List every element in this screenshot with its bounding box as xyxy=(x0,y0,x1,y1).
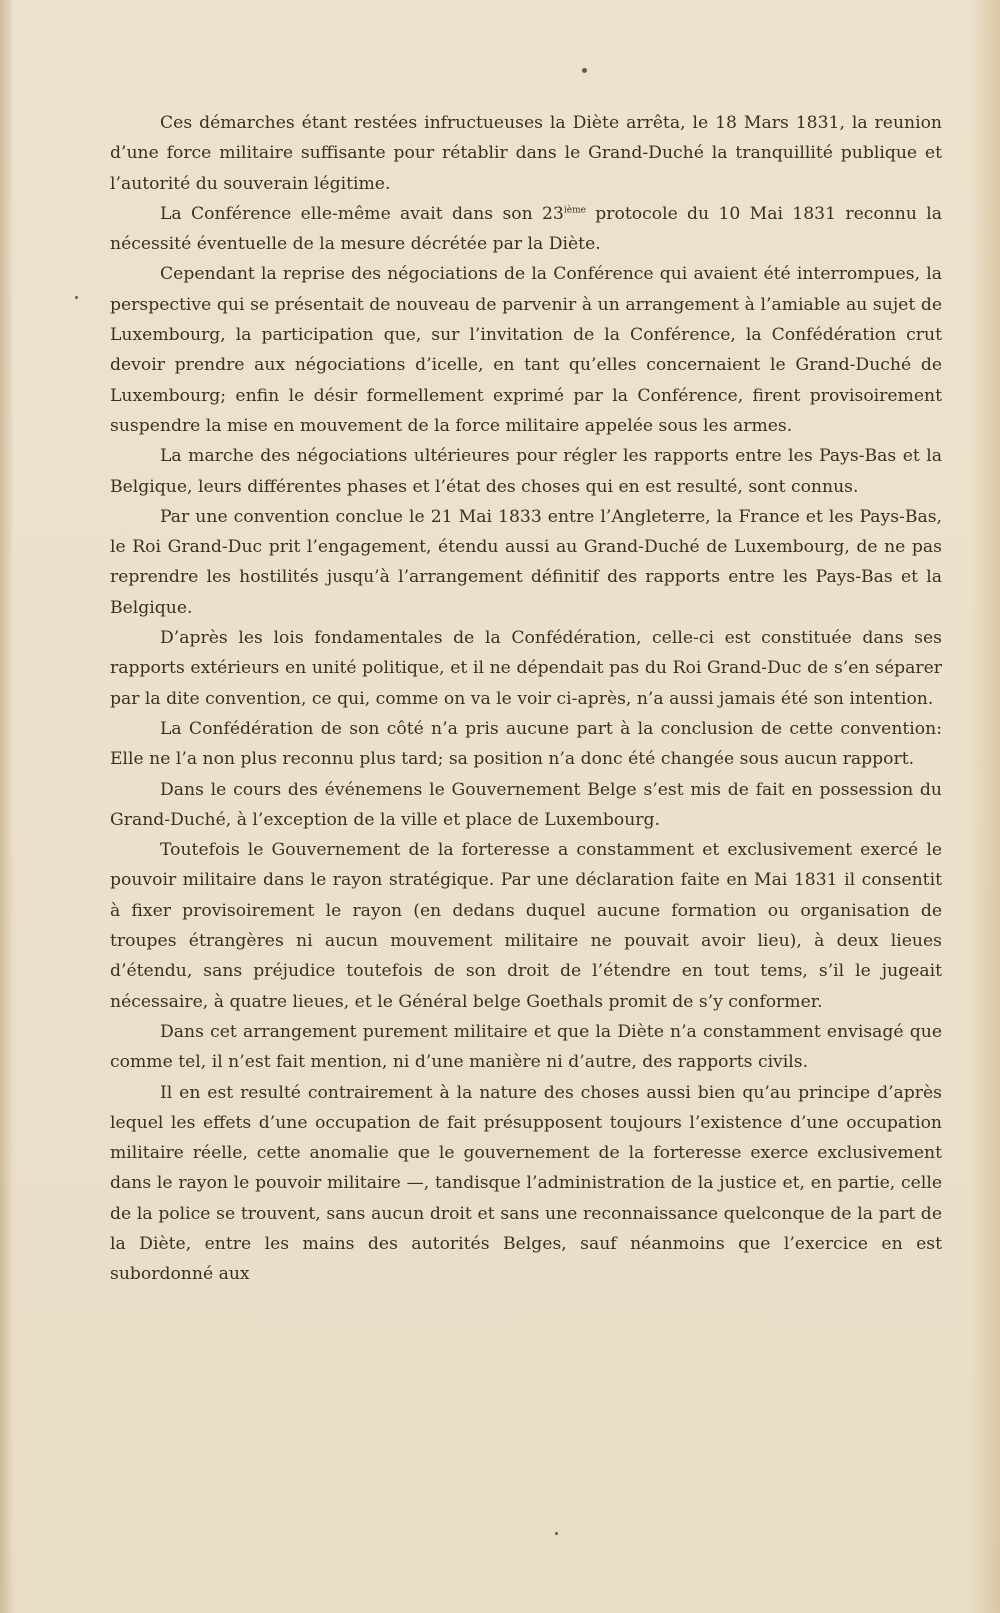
paragraph-7: La Confédération de son côté n’a pris aucune part à la conclusion de cette convention: Elle ne l’a non plus reconnu plus tard; sa position n’a donc été changée sous aucun rapport. xyxy=(110,718,942,770)
ink-speck xyxy=(75,296,78,299)
ordinal-superscript: ième xyxy=(563,205,586,216)
paragraph-2: La Conférence elle-même avait dans son 23ième protocole du 10 Mai 1831 reconnu la nécessité éventuelle de la mesure décrétée par la Diète. xyxy=(110,203,942,255)
paragraph-6: D’après les lois fondamentales de la Confédération, celle-ci est constituée dans ses rapports extérieurs en unité politique, et il ne dépendait pas du Roi Grand-Duc de s’en séparer par la dite convention, ce qui, comme on va le voir ci-après, n’a aussi jamais été son intention. xyxy=(110,628,942,709)
page-edge-left xyxy=(0,0,14,1613)
paragraph-10: Dans cet arrangement purement militaire et que la Diète n’a constamment envisagé que comme tel, il n’est fait mention, ni d’une manière ni d’autre, des rapports civils. xyxy=(110,1021,942,1073)
paragraph-1: Ces démarches étant restées infructueuses la Diète arrêta, le 18 Mars 1831, la reunion d’une force militaire suffisante pour rétablir dans le Grand-Duché la tranquillité publique et l’autorité du souverain légitime. xyxy=(110,113,942,194)
paragraph-3: Cependant la reprise des négociations de la Conférence qui avaient été interrompues, la perspective qui se présentait de nouveau de parvenir à un arrangement à l’amiable au sujet de Luxembourg, la participation que, sur l’invitation de la Conférence, la Confédération crut devoir prendre aux négociations d’icelle, en tant qu’elles concernaient le Grand-Duché de Luxembourg; enfin le désir formellement exprimé par la Conférence, firent provisoirement suspendre la mise en mouvement de la force militaire appelée sous les armes. xyxy=(110,264,942,436)
paragraph-11: Il en est resulté contrairement à la nature des choses aussi bien qu’au principe d’après lequel les effets d’une occupation de fait présupposent toujours l’existence d’une occupation militaire réelle, cette anomalie que le gouvernement de la forteresse exerce exclusivement dans le rayon le pouvoir militaire —, tandisque l’administration de la justice et, en partie, celle de la police se trouvent, sans aucun droit et sans une reconnaissance quelconque de la part de la Diète, entre les mains des autorités Belges, sauf néanmoins que l’exercice en est subordonné aux xyxy=(110,1082,942,1285)
paragraph-5: Par une convention conclue le 21 Mai 1833 entre l’Angleterre, la France et les Pays-Bas, le Roi Grand-Duc prit l’engagement, étendu aussi au Grand-Duché de Luxembourg, de ne pas reprendre les hostilités jusqu’à l’arrangement définitif des rapports entre les Pays-Bas et la Belgique. xyxy=(110,506,942,618)
paragraph-9: Toutefois le Gouvernement de la forteresse a constamment et exclusivement exercé le pouvoir militaire dans le rayon stratégique. Par une déclaration faite en Mai 1831 il consentit à fixer provisoirement le rayon (en dedans duquel aucune formation ou organisation de troupes étrangères ni aucun mouvement militaire ne pouvait avoir lieu), à deux lieues d’étendu, sans préjudice toutefois de son droit de l’étendre en tout tems, s’il le jugeait nécessaire, à quatre lieues, et le Général belge Goethals promit de s’y conformer. xyxy=(110,840,942,1012)
body-text xyxy=(110,108,942,1290)
paragraph-4: La marche des négociations ultérieures pour régler les rapports entre les Pays-Bas et la Belgique, leurs différentes phases et l’état des choses qui en est resulté, sont connus. xyxy=(110,446,942,497)
paragraph-8: Dans le cours des événemens le Gouvernement Belge s’est mis de fait en possession du Grand-Duché, à l’exception de la ville et place de Luxembourg. xyxy=(110,779,942,830)
ink-speck xyxy=(582,68,587,73)
ink-speck xyxy=(555,1532,558,1535)
page-edge-right xyxy=(970,0,1000,1613)
